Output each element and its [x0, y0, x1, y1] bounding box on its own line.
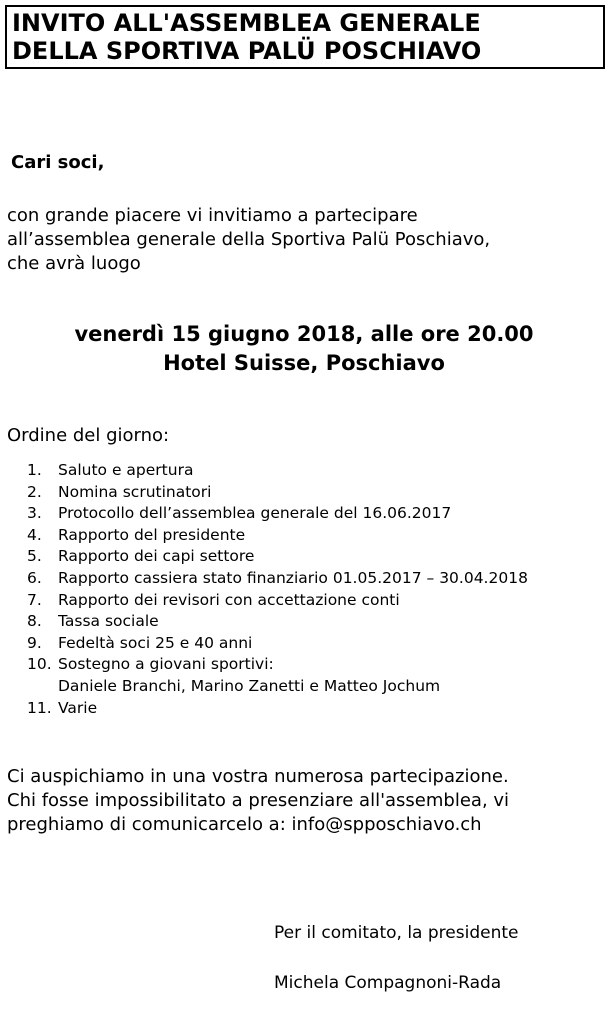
- agenda-item-number: 8.: [27, 612, 42, 631]
- agenda-item-number: 4.: [27, 525, 42, 544]
- agenda-item-text: Varie: [58, 698, 98, 717]
- agenda-item-number: 1.: [27, 461, 42, 479]
- agenda-item-text-line: Sostegno a giovani sportivi:: [58, 655, 274, 674]
- closing-paragraph: [7, 765, 605, 837]
- intro-line: con grande piacere vi invitiamo a partecipare: [7, 205, 418, 226]
- agenda-item-text-line: Daniele Branchi, Marino Zanetti e Matteo Jochum: [58, 676, 441, 695]
- agenda-item-number: 2.: [27, 482, 42, 501]
- agenda-item-number: 9.: [27, 633, 42, 652]
- title-box: [5, 5, 605, 69]
- agenda-item: [27, 525, 605, 547]
- agenda-item: [27, 633, 605, 655]
- event-details: [0, 320, 608, 378]
- agenda-item: [27, 568, 605, 590]
- agenda-item-text: [58, 654, 440, 697]
- agenda-item-text: Rapporto dei revisori con accettazione conti: [58, 590, 400, 609]
- intro-paragraph: [7, 204, 597, 276]
- agenda-item: [27, 503, 605, 525]
- closing-line: Chi fosse impossibilitato a presenziare all'assemblea, vi: [7, 790, 510, 811]
- agenda-item: [27, 590, 605, 612]
- agenda-item-text: Protocollo dell’assemblea generale del 16.06.2017: [58, 504, 452, 523]
- agenda-item-number: 3.: [27, 504, 42, 523]
- agenda-item-number: 11.: [27, 698, 52, 717]
- agenda-item: [27, 654, 605, 697]
- agenda-item-text: Rapporto cassiera stato finanziario 01.05.2017 – 30.04.2018: [58, 568, 528, 587]
- agenda-item-number: 10.: [27, 655, 52, 674]
- intro-line: all’assemblea generale della Sportiva Palü Poschiavo,: [7, 229, 491, 250]
- agenda-item-text: Rapporto del presidente: [58, 525, 246, 544]
- agenda-item-text: Rapporto dei capi settore: [58, 547, 255, 566]
- event-datetime: venerdì 15 giugno 2018, alle ore 20.00: [74, 322, 534, 346]
- agenda-item: [27, 698, 605, 720]
- agenda-item-text: Tassa sociale: [58, 612, 159, 631]
- agenda-item: [27, 611, 605, 633]
- closing-line: Ci auspichiamo in una vostra numerosa partecipazione.: [7, 766, 509, 787]
- agenda-item-text: Nomina scrutinatori: [58, 482, 212, 501]
- agenda-item-text: Fedeltà soci 25 e 40 anni: [58, 633, 253, 652]
- agenda-item-number: 6.: [27, 568, 42, 587]
- agenda-item-number: 5.: [27, 547, 42, 566]
- signature-role: Per il comitato, la presidente: [274, 923, 519, 943]
- greeting: Cari soci,: [11, 152, 105, 173]
- title-line-1: INVITO ALL'ASSEMBLEA GENERALE: [12, 9, 481, 37]
- agenda-list: [27, 460, 605, 719]
- agenda-item: [27, 482, 605, 504]
- signature-block: [274, 922, 518, 994]
- agenda-item: [27, 460, 605, 482]
- closing-line: preghiamo di comunicarcelo a: info@spposchiavo.ch: [7, 814, 482, 835]
- event-location: Hotel Suisse, Poschiavo: [163, 351, 445, 375]
- agenda-heading: Ordine del giorno:: [7, 425, 170, 446]
- intro-line: che avrà luogo: [7, 253, 141, 274]
- agenda-item-text: Saluto e apertura: [58, 461, 194, 479]
- signature-name: Michela Compagnoni-Rada: [274, 973, 502, 993]
- agenda-item: [27, 546, 605, 568]
- agenda-item-number: 7.: [27, 590, 42, 609]
- title-line-2: DELLA SPORTIVA PALÜ POSCHIAVO: [12, 37, 482, 65]
